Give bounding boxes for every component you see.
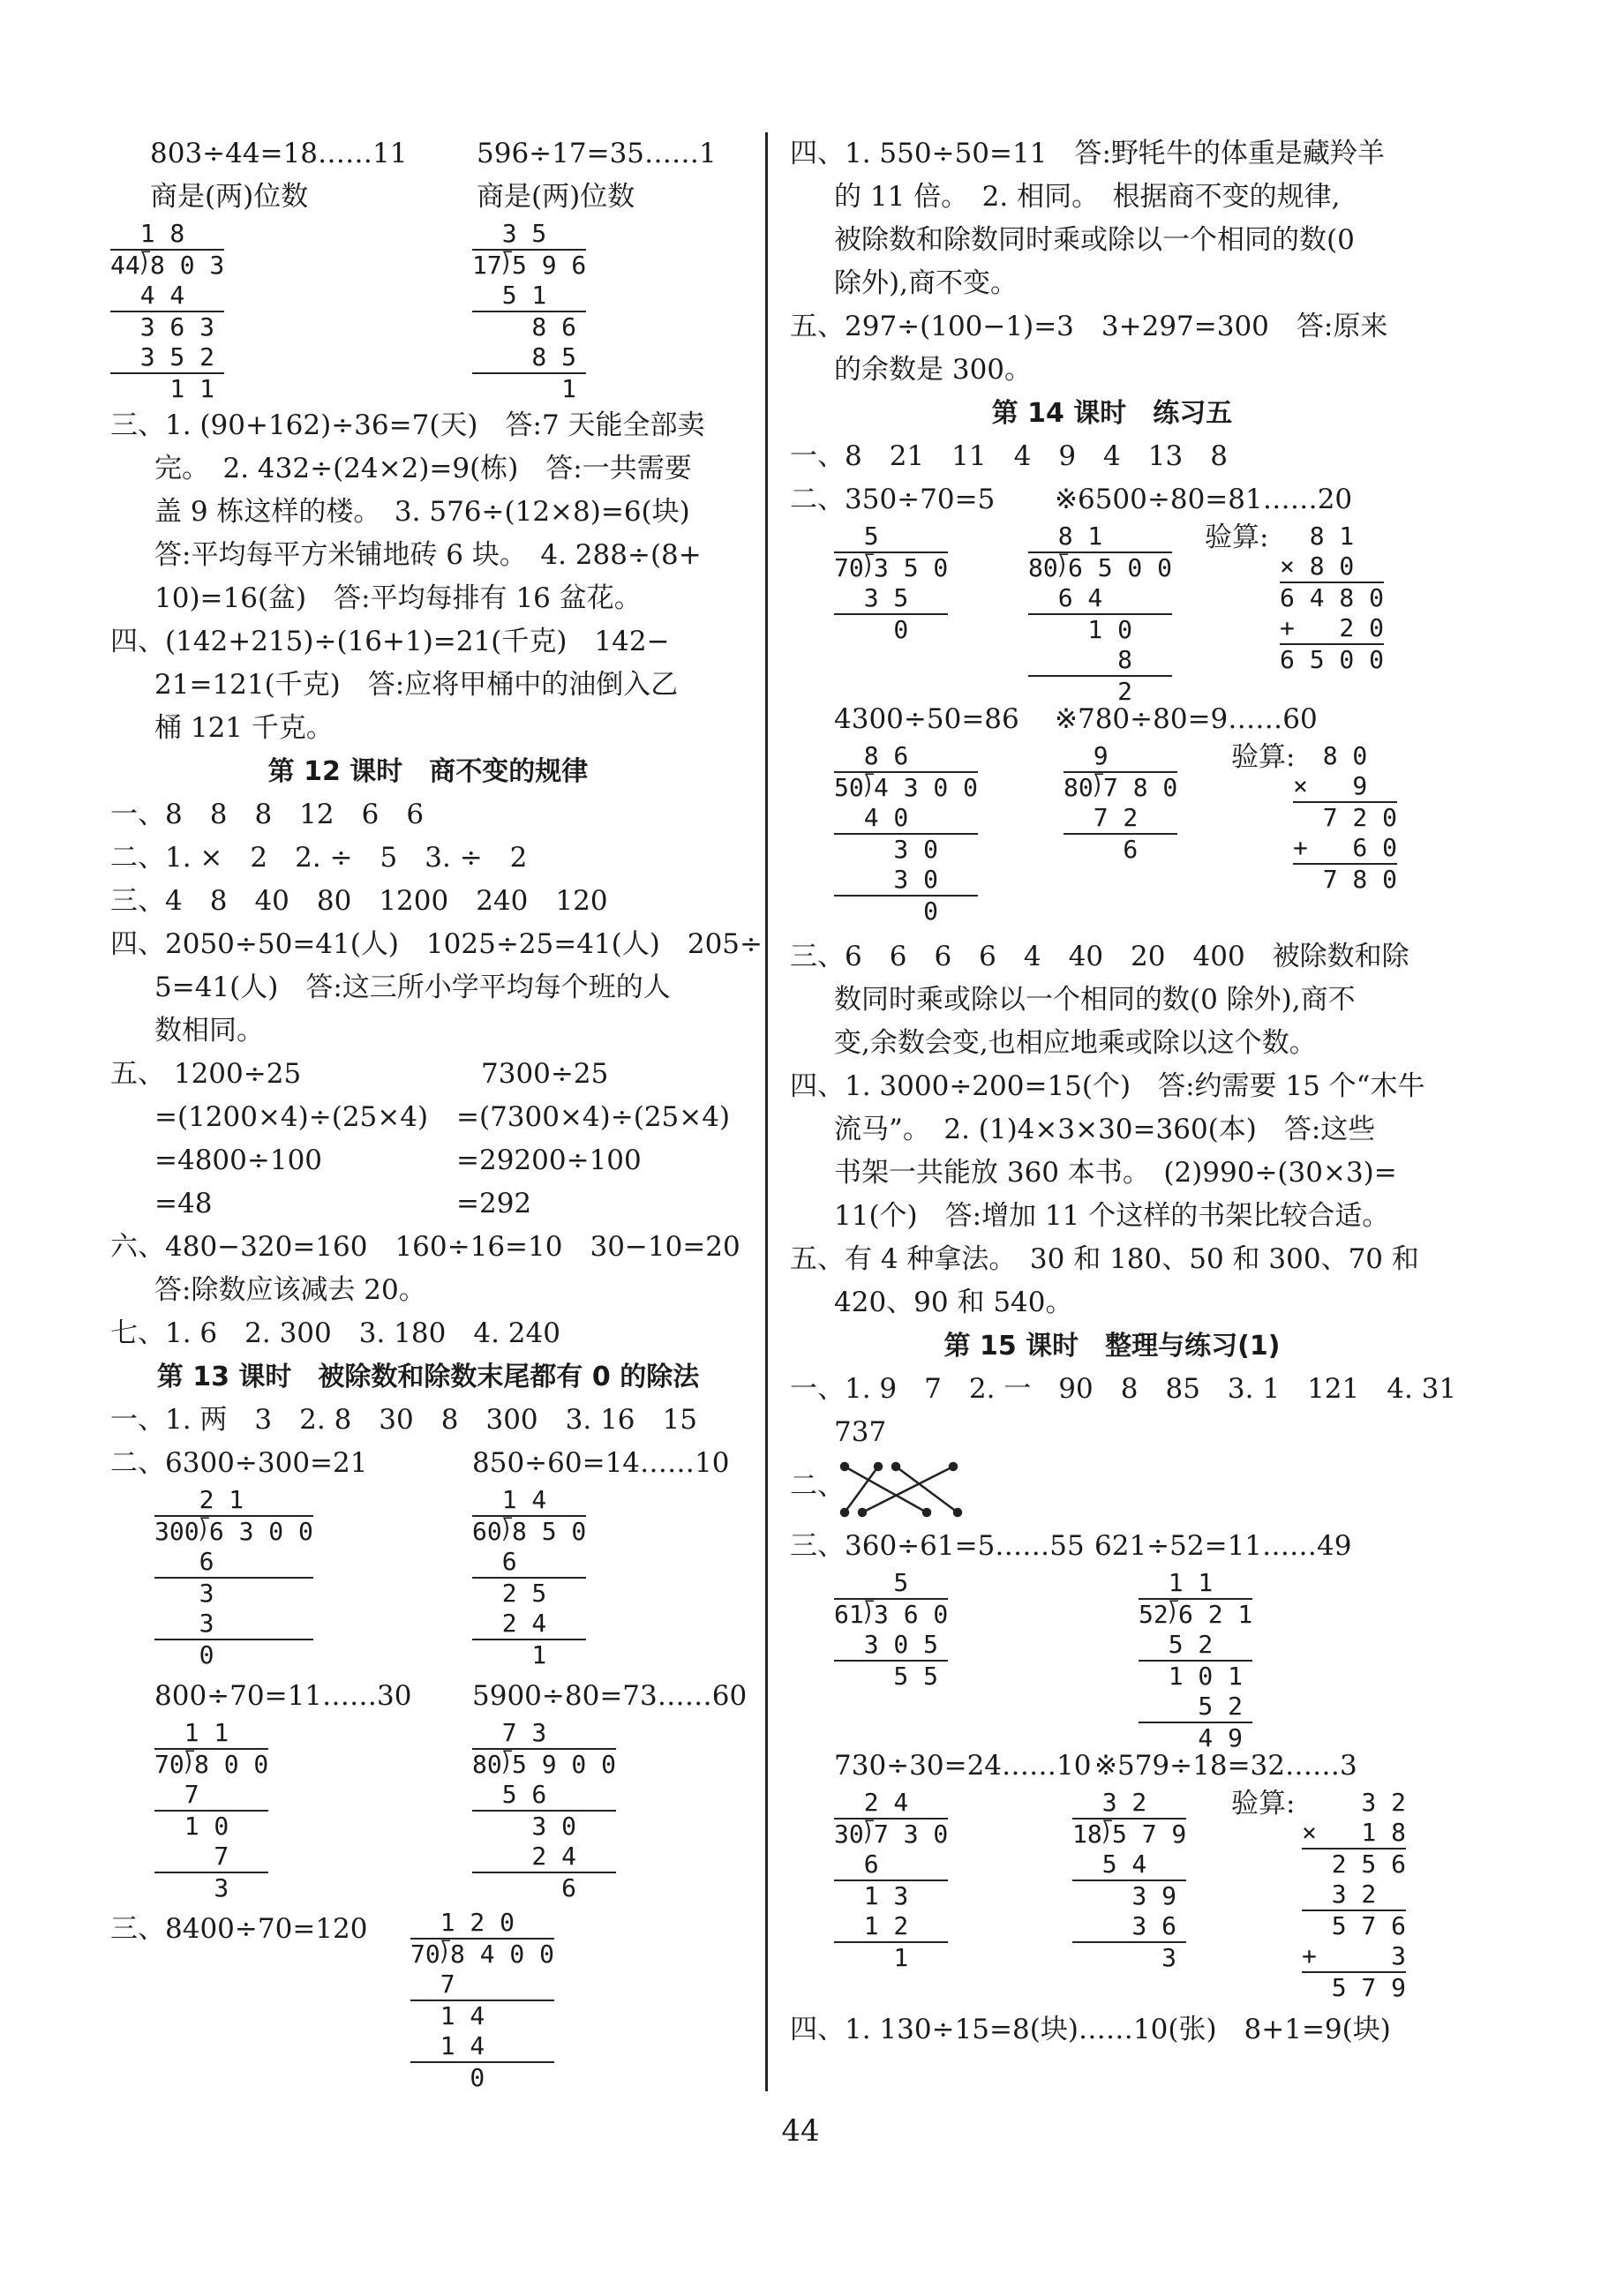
answer-line: 六、480−320=160 160÷16=10 30−10=20 bbox=[110, 1231, 740, 1263]
long-division: 5 61⟌3 6 0 3 0 5 5 5 bbox=[834, 1568, 949, 1691]
long-division: 1 1 70⟌8 0 0 7 1 0 7 3 bbox=[154, 1718, 269, 1902]
equation-pair bbox=[790, 1525, 1434, 1568]
equation-pair bbox=[790, 1745, 1434, 1788]
equation: 二、350÷70=5 bbox=[790, 484, 996, 515]
long-division: 2 1 300⟌6 3 0 0 6 3 3 0 bbox=[154, 1485, 313, 1669]
equation: 800÷70=11……30 bbox=[154, 1680, 412, 1712]
answer-line: 5=41(人) 答:这三所小学平均每个班的人 bbox=[154, 972, 671, 1003]
equation-pair bbox=[110, 1182, 746, 1226]
equation: 4300÷50=86 bbox=[834, 703, 1019, 735]
answer-line: 五、297÷(100−1)=3 3+297=300 答:原来 bbox=[790, 311, 1388, 342]
long-division: 1 1 52⟌6 2 1 5 2 1 0 1 5 2 4 9 bbox=[1139, 1568, 1253, 1752]
answer-line: 二、 bbox=[790, 1470, 845, 1502]
matching-area bbox=[790, 1454, 1434, 1525]
long-division-area bbox=[790, 741, 1434, 935]
lesson-heading: 第 14 课时 练习五 bbox=[991, 398, 1233, 429]
answer-line: 一、8 8 8 12 6 6 bbox=[110, 799, 425, 830]
answer-line: 数相同。 bbox=[154, 1015, 264, 1047]
lesson-heading: 第 12 课时 商不变的规律 bbox=[267, 756, 589, 787]
answer-line: 737 bbox=[834, 1416, 887, 1448]
answer-line: 420、90 和 540。 bbox=[834, 1287, 1073, 1318]
answer-line: 被除数和除数同时乘或除以一个相同的数(0 bbox=[834, 224, 1355, 256]
long-division-area bbox=[790, 1788, 1434, 2008]
answer-line: 三、6 6 6 6 4 40 20 400 被除数和除 bbox=[790, 941, 1409, 972]
equation: ※579÷18=32……3 bbox=[1094, 1750, 1357, 1782]
answer-line: 三、4 8 40 80 1200 240 120 bbox=[110, 885, 608, 917]
dot bbox=[875, 1463, 882, 1470]
answer-line: 五、有 4 种拿法。 30 和 180、50 和 300、70 和 bbox=[790, 1243, 1419, 1275]
long-division-area bbox=[110, 1718, 746, 1908]
equation: ※780÷80=9……60 bbox=[1055, 703, 1318, 735]
equation: 五、 1200÷25 bbox=[110, 1058, 302, 1090]
answer-line: 答:除数应该减去 20。 bbox=[154, 1274, 426, 1306]
long-division: 9 80⟌7 8 0 7 2 6 bbox=[1064, 741, 1178, 864]
answer-line: 流马”。 2. (1)4×3×30=360(本) 答:这些 bbox=[834, 1114, 1376, 1145]
lesson-heading: 第 15 课时 整理与练习(1) bbox=[943, 1331, 1281, 1362]
left-column bbox=[110, 132, 763, 2097]
equation-pair bbox=[110, 1139, 746, 1182]
column-divider bbox=[765, 132, 768, 2091]
check-label: 验算: bbox=[1231, 741, 1296, 773]
equation: =48 bbox=[154, 1188, 213, 1219]
equation: 二、6300÷300=21 bbox=[110, 1447, 368, 1479]
answer-line: 二、1. × 2 2. ÷ 5 3. ÷ 2 bbox=[110, 842, 528, 874]
long-division: 7 3 80⟌5 9 0 0 5 6 3 0 2 4 6 bbox=[472, 1718, 617, 1902]
long-division: 8 6 50⟌4 3 0 0 4 0 3 0 3 0 0 bbox=[834, 741, 979, 926]
dot bbox=[923, 1509, 930, 1516]
answer-line: 变,余数会变,也相应地乘或除以这个数。 bbox=[834, 1027, 1317, 1059]
equation-pair bbox=[110, 132, 746, 176]
equation-pair bbox=[790, 698, 1434, 741]
answer-line: 三、1. (90+162)÷36=7(天) 答:7 天能全部卖 bbox=[110, 409, 705, 441]
answer-line: 桶 121 千克。 bbox=[154, 712, 334, 744]
right-column bbox=[790, 132, 1457, 2052]
check-label: 验算: bbox=[1205, 521, 1269, 553]
answer-text: 商是(两)位数 bbox=[150, 181, 309, 213]
equation-pair bbox=[790, 478, 1434, 521]
long-division: 1 2 0 70⟌8 4 0 0 7 1 4 1 4 0 bbox=[410, 1908, 555, 2092]
equation: =292 bbox=[456, 1188, 532, 1219]
answer-line: 七、1. 6 2. 300 3. 180 4. 240 bbox=[110, 1317, 560, 1349]
equation: =(7300×4)÷(25×4) bbox=[456, 1101, 731, 1133]
dot bbox=[892, 1463, 899, 1470]
equation: 596÷17=35……1 bbox=[477, 138, 717, 169]
long-division-area bbox=[110, 219, 746, 404]
answer-text: 商是(两)位数 bbox=[477, 181, 635, 213]
equation: ※6500÷80=81……20 bbox=[1055, 484, 1353, 515]
answer-line: 书架一共能放 360 本书。 (2)990÷(30×3)= bbox=[834, 1157, 1397, 1189]
dot bbox=[954, 1509, 961, 1516]
long-division-area bbox=[110, 1908, 746, 2097]
answer-line: 四、1. 3000÷200=15(个) 答:约需要 15 个“木牛 bbox=[790, 1070, 1425, 1102]
answer-line: 四、1. 550÷50=11 答:野牦牛的体重是藏羚羊 bbox=[790, 138, 1385, 169]
check-multiplication: 8 1 × 8 0 6 4 8 0 + 2 0 6 5 0 0 bbox=[1280, 521, 1385, 674]
equation: 三、360÷61=5……55 bbox=[790, 1530, 1085, 1562]
long-division-area bbox=[790, 1568, 1434, 1752]
equation: =(1200×4)÷(25×4) bbox=[154, 1101, 429, 1133]
equation: 730÷30=24……10 bbox=[834, 1750, 1092, 1782]
equation: =4800÷100 bbox=[154, 1144, 323, 1176]
page-number: 44 bbox=[781, 2113, 820, 2149]
answer-line: 一、1. 两 3 2. 8 30 8 300 3. 16 15 bbox=[110, 1404, 697, 1436]
equation: 621÷52=11……49 bbox=[1094, 1530, 1352, 1562]
answer-line: 四、2050÷50=41(人) 1025÷25=41(人) 205÷ bbox=[110, 928, 763, 960]
long-division: 1 8 44⟌8 0 3 4 4 3 6 3 3 5 2 1 1 bbox=[110, 219, 225, 403]
equation: 三、8400÷70=120 bbox=[110, 1913, 368, 1945]
equation: 7300÷25 bbox=[481, 1058, 609, 1090]
answer-line: 四、1. 130÷15=8(块)……10(张) 8+1=9(块) bbox=[790, 2014, 1391, 2045]
answer-line: 10)=16(盆) 答:平均每排有 16 盆花。 bbox=[154, 582, 642, 614]
answer-line: 盖 9 栋这样的楼。 3. 576÷(12×8)=6(块) bbox=[154, 496, 690, 528]
answer-line: 的余数是 300。 bbox=[834, 354, 1033, 386]
answer-line: 完。 2. 432÷(24×2)=9(栋) 答:一共需要 bbox=[154, 453, 692, 484]
equation-pair bbox=[110, 1442, 746, 1485]
answer-line: 11(个) 答:增加 11 个这样的书架比较合适。 bbox=[834, 1200, 1390, 1232]
long-division: 3 5 17⟌5 9 6 5 1 8 6 8 5 1 bbox=[472, 219, 587, 403]
check-multiplication: 8 0 × 9 7 2 0 + 6 0 7 8 0 bbox=[1293, 741, 1398, 894]
matching-lines-figure bbox=[834, 1454, 975, 1525]
dot bbox=[841, 1463, 848, 1470]
answer-line: 一、1. 9 7 2. 一 90 8 85 3. 1 121 4. 31 bbox=[790, 1373, 1457, 1405]
answer-line: 数同时乘或除以一个相同的数(0 除外),商不 bbox=[834, 984, 1356, 1016]
equation-pair bbox=[110, 1096, 746, 1139]
check-label: 验算: bbox=[1231, 1788, 1296, 1820]
equation-pair bbox=[110, 1675, 746, 1718]
answer-line: 21=121(千克) 答:应将甲桶中的油倒入乙 bbox=[154, 669, 679, 701]
answer-line: 一、8 21 11 4 9 4 13 8 bbox=[790, 440, 1228, 472]
equation: 5900÷80=73……60 bbox=[472, 1680, 748, 1712]
long-division: 3 2 18⟌5 7 9 5 4 3 9 3 6 3 bbox=[1072, 1788, 1187, 1972]
equation: =29200÷100 bbox=[456, 1144, 642, 1176]
answer-line: 的 11 倍。 2. 相同。 根据商不变的规律, bbox=[834, 181, 1341, 213]
dot bbox=[950, 1463, 957, 1470]
answer-line: 除外),商不变。 bbox=[834, 267, 1018, 299]
long-division: 1 4 60⟌8 5 0 6 2 5 2 4 1 bbox=[472, 1485, 587, 1669]
equation-pair bbox=[110, 1053, 746, 1096]
long-division: 5 70⟌3 5 0 3 5 0 bbox=[834, 521, 949, 644]
long-division-area bbox=[110, 1485, 746, 1675]
lesson-heading: 第 13 课时 被除数和除数末尾都有 0 的除法 bbox=[156, 1362, 700, 1392]
answer-line: 答:平均每平方米铺地砖 6 块。 4. 288÷(8+ bbox=[154, 539, 702, 571]
equation: 850÷60=14……10 bbox=[472, 1447, 730, 1479]
dot bbox=[859, 1509, 866, 1516]
long-division: 8 1 80⟌6 5 0 0 6 4 1 0 8 2 bbox=[1028, 521, 1173, 706]
answer-line: 四、(142+215)÷(16+1)=21(千克) 142− bbox=[110, 626, 670, 657]
check-multiplication: 3 2 × 1 8 2 5 6 3 2 5 7 6 + 3 5 7 9 bbox=[1302, 1788, 1407, 2002]
dot bbox=[841, 1509, 848, 1516]
long-division: 2 4 30⟌7 3 0 6 1 3 1 2 1 bbox=[834, 1788, 949, 1972]
long-division-area bbox=[790, 521, 1434, 706]
equation: 803÷44=18……11 bbox=[150, 138, 408, 169]
question-pair bbox=[110, 176, 746, 219]
